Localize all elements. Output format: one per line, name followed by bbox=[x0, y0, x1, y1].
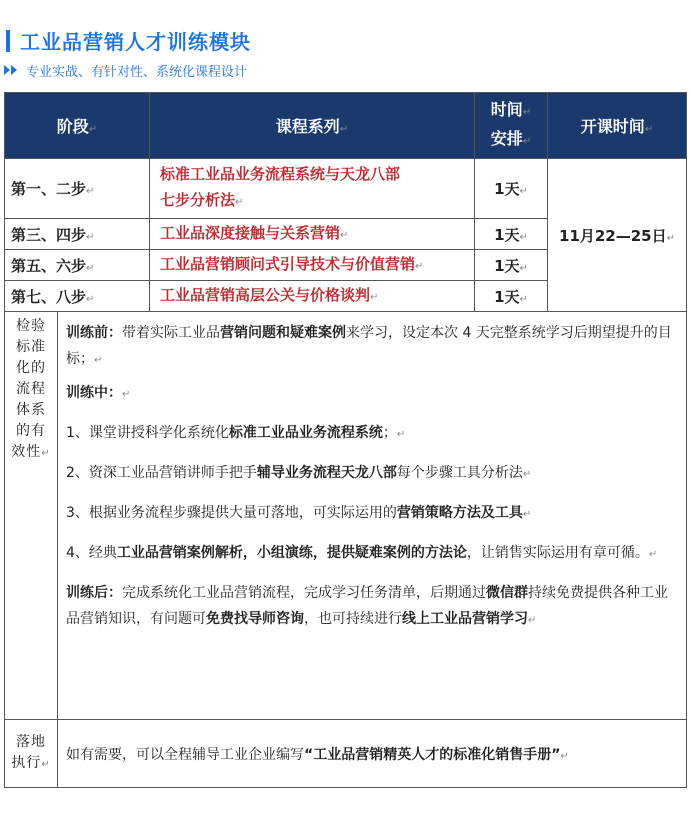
row-course: 工业品营销高层公关与价格谈判↵ bbox=[150, 281, 475, 312]
validation-content bbox=[58, 312, 687, 720]
header-series: 课程系列↵ bbox=[150, 93, 475, 159]
page-header bbox=[0, 0, 690, 90]
row-duration: 1天↵ bbox=[475, 159, 548, 219]
row-duration: 1天↵ bbox=[475, 281, 548, 312]
execution-content: 如有需要，可以全程辅导工业企业编写“工业品营销精英人才的标准化销售手册”↵ bbox=[58, 720, 687, 788]
row-course: 工业品深度接触与关系营销↵ bbox=[150, 219, 475, 250]
during-item-3: 3、根据业务流程步骤提供大量可落地，可实际运用的营销策略方法及工具↵ bbox=[66, 505, 532, 521]
validation-label: 检验 标准 化的 流程 体系 的有 效性↵ bbox=[5, 312, 58, 720]
table-row bbox=[5, 159, 687, 219]
table-header-row bbox=[5, 93, 687, 159]
page-subtitle: 专业实战、有针对性、系统化课程设计 bbox=[26, 65, 248, 80]
during-item-1: 1、课堂讲授科学化系统化标准工业品业务流程系统；↵ bbox=[66, 425, 406, 441]
during-item-4: 4、经典工业品营销案例解析，小组演练，提供疑难案例的方法论，让销售实际运用有章可循。↵ bbox=[66, 545, 658, 561]
during-title: 训练中：↵ bbox=[66, 385, 131, 401]
training-table bbox=[4, 92, 686, 788]
during-item-2: 2、资深工业品营销讲师手把手辅导业务流程天龙八部每个步骤工具分析法↵ bbox=[66, 465, 532, 481]
row-duration: 1天↵ bbox=[475, 250, 548, 281]
execution-row bbox=[5, 720, 687, 788]
double-chevron-icon bbox=[2, 63, 24, 77]
row-course: 标准工业品业务流程系统与天龙八部 七步分析法↵ bbox=[150, 159, 475, 219]
row-course: 工业品营销顾问式引导技术与价值营销↵ bbox=[150, 250, 475, 281]
execution-label: 落地 执行↵ bbox=[5, 720, 58, 788]
title-accent-bar bbox=[6, 30, 10, 52]
header-schedule: 时间↵ 安排↵ bbox=[475, 93, 548, 159]
header-opening: 开课时间↵ bbox=[548, 93, 687, 159]
after-paragraph: 训练后：完成系统化工业品营销流程，完成学习任务清单，后期通过微信群持续免费提供各种工业品营销知识，有问题可免费找导师咨询，也可持续进行线上工业品营销学习↵ bbox=[66, 585, 668, 627]
row-stage: 第五、六步↵ bbox=[5, 250, 150, 281]
header-stage: 阶段↵ bbox=[5, 93, 150, 159]
row-stage: 第三、四步↵ bbox=[5, 219, 150, 250]
row-stage: 第一、二步↵ bbox=[5, 159, 150, 219]
page-title: 工业品营销人才训练模块 bbox=[20, 30, 251, 54]
validation-row bbox=[5, 312, 687, 720]
opening-date: 11月22—25日↵ bbox=[548, 159, 687, 312]
before-paragraph: 训练前：带着实际工业品营销问题和疑难案例来学习，设定本次 4 天完整系统学习后期望提升的目标；↵ bbox=[66, 325, 672, 367]
row-duration: 1天↵ bbox=[475, 219, 548, 250]
row-stage: 第七、八步↵ bbox=[5, 281, 150, 312]
